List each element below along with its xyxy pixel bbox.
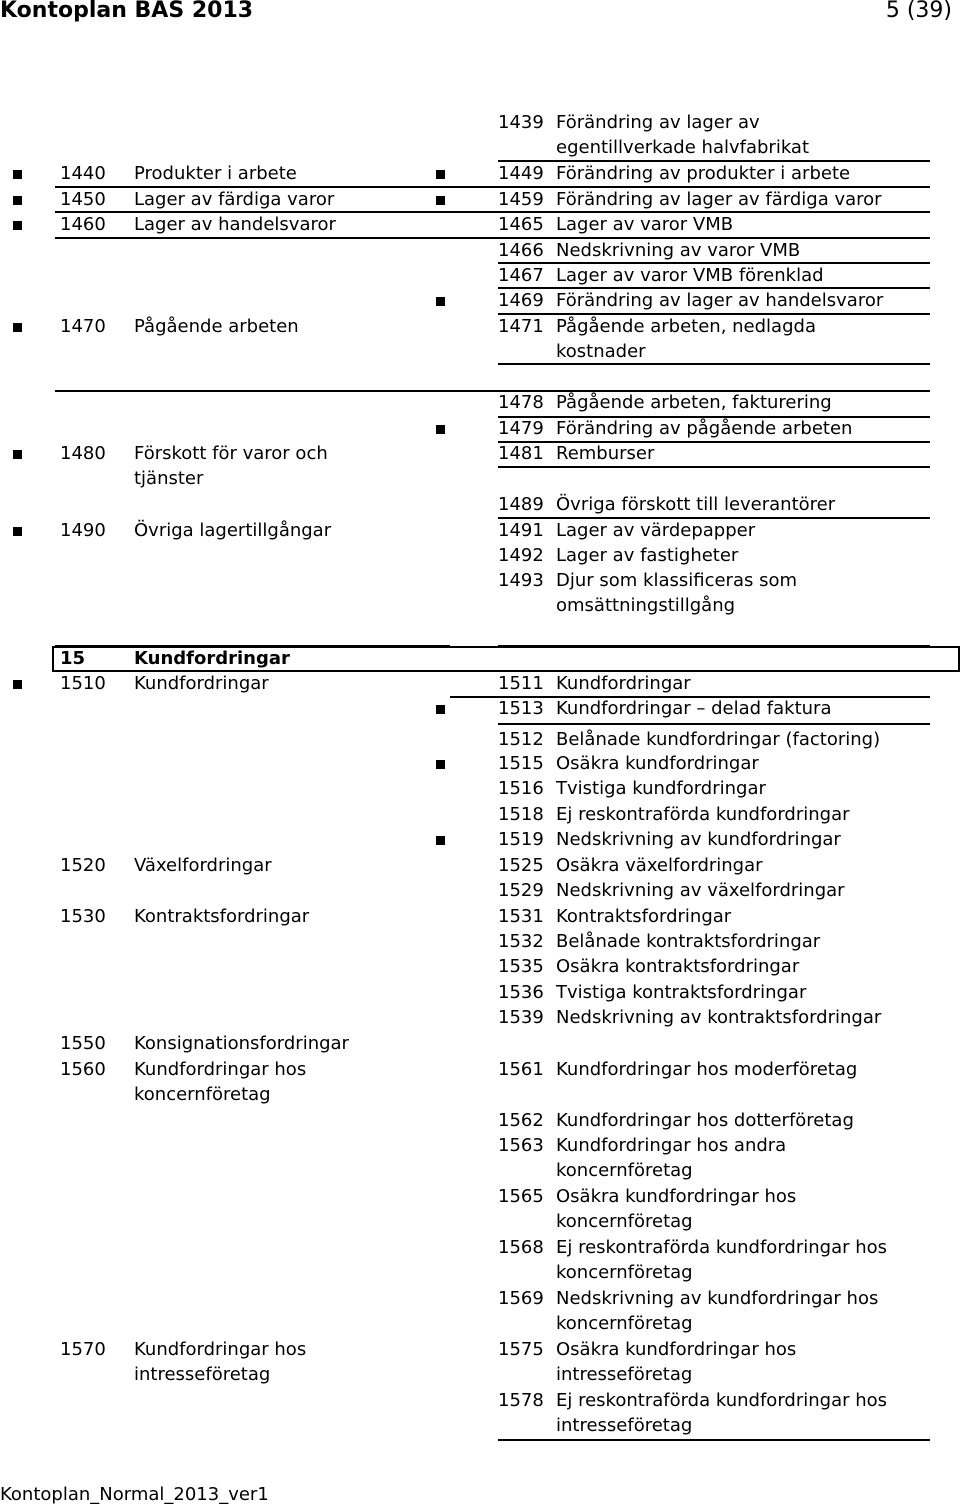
- row-divider: [498, 441, 930, 443]
- left-account-name: Växelfordringar: [134, 855, 272, 876]
- right-account-number: 1467: [498, 265, 544, 286]
- right-account-name: Tvistiga kontraktsfordringar: [556, 982, 807, 1003]
- right-account-name: Nedskrivning av kontraktsfordringar: [556, 1007, 882, 1028]
- right-account-name: Lager av värdepapper: [556, 520, 756, 541]
- right-account-name: Tvistiga kundfordringar: [556, 778, 766, 799]
- section-title: Kundfordringar: [134, 648, 290, 669]
- right-account-name: Osäkra kundfordringar hos: [556, 1186, 797, 1207]
- bullet-square-icon: [13, 450, 22, 459]
- left-account-number: 1440: [60, 163, 106, 184]
- left-account-number: 1490: [60, 520, 106, 541]
- document-title: Kontoplan BAS 2013: [0, 0, 254, 23]
- right-account-number: 1478: [498, 392, 544, 413]
- right-account-name: Remburser: [556, 443, 655, 464]
- bullet-square-icon: [436, 836, 445, 845]
- right-account-number: 1568: [498, 1237, 544, 1258]
- right-account-name-continued: koncernföretag: [556, 1313, 693, 1334]
- row-divider: [498, 287, 930, 289]
- left-account-name: Produkter i arbete: [134, 163, 297, 184]
- row-divider: [498, 262, 930, 264]
- right-account-name: Förändring av pågående arbeten: [556, 418, 853, 439]
- bullet-square-icon: [436, 297, 445, 306]
- right-account-name: Lager av fastigheter: [556, 545, 739, 566]
- row-divider: [498, 645, 930, 647]
- right-account-number: 1479: [498, 418, 544, 439]
- right-account-number: 1469: [498, 290, 544, 311]
- right-account-number: 1578: [498, 1390, 544, 1411]
- left-account-number: 1460: [60, 214, 106, 235]
- left-account-number: 1510: [60, 673, 106, 694]
- right-account-number: 1561: [498, 1059, 544, 1080]
- row-divider: [450, 696, 498, 698]
- right-account-name: Nedskrivning av varor VMB: [556, 240, 801, 261]
- bullet-square-icon: [436, 705, 445, 714]
- bullet-square-icon: [13, 221, 22, 230]
- right-account-number: 1493: [498, 570, 544, 591]
- right-account-name: Förändring av lager av färdiga varor: [556, 189, 882, 210]
- right-account-name: Ej reskontraförda kundfordringar hos: [556, 1390, 888, 1411]
- right-account-name: Övriga förskott till leverantörer: [556, 494, 836, 515]
- right-account-name-continued: egentillverkade halvfabrikat: [556, 137, 810, 158]
- left-account-number: 1560: [60, 1059, 106, 1080]
- row-divider: [498, 363, 930, 365]
- left-account-number: 1480: [60, 443, 106, 464]
- right-account-number: 1465: [498, 214, 544, 235]
- right-account-name-continued: omsättningstillgång: [556, 595, 736, 616]
- right-account-number: 1531: [498, 906, 544, 927]
- left-account-number: 1520: [60, 855, 106, 876]
- right-account-number: 1525: [498, 855, 544, 876]
- left-account-name: Konsignationsfordringar: [134, 1033, 349, 1054]
- right-account-number: 1569: [498, 1288, 544, 1309]
- left-account-number: 1550: [60, 1033, 106, 1054]
- left-account-name: Pågående arbeten: [134, 316, 299, 337]
- right-account-number: 1459: [498, 189, 544, 210]
- row-divider: [55, 237, 450, 239]
- right-account-number: 1563: [498, 1135, 544, 1156]
- right-account-number: 1466: [498, 240, 544, 261]
- right-account-name: Djur som klassificeras som: [556, 570, 798, 591]
- right-account-name: Kundfordringar – delad faktura: [556, 698, 832, 719]
- right-account-name: Osäkra kundfordringar: [556, 753, 759, 774]
- row-divider: [450, 186, 498, 188]
- right-account-number: 1489: [498, 494, 544, 515]
- left-account-number: 1570: [60, 1339, 106, 1360]
- row-divider: [55, 390, 450, 392]
- left-account-name: Kontraktsfordringar: [134, 906, 310, 927]
- right-account-name: Ej reskontraförda kundfordringar hos: [556, 1237, 888, 1258]
- right-account-number: 1492: [498, 545, 544, 566]
- row-divider: [498, 416, 930, 418]
- row-divider: [498, 211, 930, 213]
- right-account-number: 1519: [498, 829, 544, 850]
- right-account-name: Kundfordringar hos moderföretag: [556, 1059, 858, 1080]
- right-account-name: Kundfordringar: [556, 673, 691, 694]
- left-account-name: Övriga lagertillgångar: [134, 520, 332, 541]
- right-account-name: Förändring av lager av handelsvaror: [556, 290, 884, 311]
- right-account-name: Osäkra kundfordringar hos: [556, 1339, 797, 1360]
- left-account-name: Förskott för varor och: [134, 443, 328, 464]
- left-account-name: Kundfordringar: [134, 673, 269, 694]
- left-account-name: Lager av färdiga varor: [134, 189, 335, 210]
- bullet-square-icon: [13, 170, 22, 179]
- left-account-name: Kundfordringar hos: [134, 1339, 307, 1360]
- right-account-number: 1536: [498, 982, 544, 1003]
- right-account-name-continued: kostnader: [556, 341, 646, 362]
- right-account-name-continued: intresseföretag: [556, 1415, 693, 1436]
- right-account-number: 1532: [498, 931, 544, 952]
- left-account-name: Lager av handelsvaror: [134, 214, 336, 235]
- row-divider: [498, 723, 930, 725]
- right-account-name: Förändring av produkter i arbete: [556, 163, 851, 184]
- row-divider: [450, 390, 498, 392]
- bullet-square-icon: [13, 527, 22, 536]
- right-account-name: Kundfordringar hos dotterföretag: [556, 1110, 854, 1131]
- right-account-number: 1471: [498, 316, 544, 337]
- right-account-name: Osäkra växelfordringar: [556, 855, 763, 876]
- row-divider: [55, 186, 450, 188]
- row-divider: [55, 645, 450, 647]
- right-account-number: 1511: [498, 673, 544, 694]
- page-number: 5 (39): [885, 0, 952, 23]
- bullet-square-icon: [436, 196, 445, 205]
- right-account-number: 1535: [498, 956, 544, 977]
- right-account-number: 1529: [498, 880, 544, 901]
- left-account-number: 1450: [60, 189, 106, 210]
- right-account-name-continued: koncernföretag: [556, 1262, 693, 1283]
- right-account-number: 1513: [498, 698, 544, 719]
- bullet-square-icon: [436, 170, 445, 179]
- right-account-name: Pågående arbeten, fakturering: [556, 392, 832, 413]
- row-divider: [498, 160, 930, 162]
- right-account-name: Kundfordringar hos andra: [556, 1135, 787, 1156]
- right-account-name: Osäkra kontraktsfordringar: [556, 956, 800, 977]
- row-divider: [498, 466, 930, 468]
- left-account-number: 1470: [60, 316, 106, 337]
- right-account-name: Lager av varor VMB förenklad: [556, 265, 824, 286]
- bullet-square-icon: [436, 760, 445, 769]
- row-divider: [55, 211, 450, 213]
- footer-text: Kontoplan_Normal_2013_ver1: [0, 1484, 269, 1505]
- right-account-name: Nedskrivning av kundfordringar hos: [556, 1288, 879, 1309]
- right-account-number: 1449: [498, 163, 544, 184]
- bullet-square-icon: [13, 196, 22, 205]
- right-account-name-continued: intresseföretag: [556, 1364, 693, 1385]
- row-divider: [498, 1439, 930, 1441]
- right-account-name: Förändring av lager av: [556, 112, 760, 133]
- right-account-name-continued: koncernföretag: [556, 1160, 693, 1181]
- right-account-name: Nedskrivning av kundfordringar: [556, 829, 841, 850]
- right-account-number: 1516: [498, 778, 544, 799]
- right-account-number: 1518: [498, 804, 544, 825]
- right-account-name: Kontraktsfordringar: [556, 906, 732, 927]
- right-account-name: Lager av varor VMB: [556, 214, 734, 235]
- right-account-number: 1539: [498, 1007, 544, 1028]
- right-account-number: 1575: [498, 1339, 544, 1360]
- bullet-square-icon: [13, 680, 22, 689]
- left-account-name: Kundfordringar hos: [134, 1059, 307, 1080]
- right-account-number: 1481: [498, 443, 544, 464]
- right-account-name: Nedskrivning av växelfordringar: [556, 880, 845, 901]
- right-account-number: 1512: [498, 729, 544, 750]
- bullet-square-icon: [13, 323, 22, 332]
- left-account-number: 1530: [60, 906, 106, 927]
- right-account-name: Ej reskontraförda kundfordringar: [556, 804, 850, 825]
- left-account-name-continued: koncernföretag: [134, 1084, 271, 1105]
- row-divider: [498, 517, 930, 519]
- right-account-number: 1439: [498, 112, 544, 133]
- row-divider: [498, 186, 930, 188]
- row-divider: [450, 211, 498, 213]
- right-account-number: 1562: [498, 1110, 544, 1131]
- section-number: 15: [60, 648, 86, 669]
- bullet-square-icon: [436, 425, 445, 434]
- right-account-name: Belånade kundfordringar (factoring): [556, 729, 881, 750]
- row-divider: [498, 696, 930, 698]
- right-account-number: 1565: [498, 1186, 544, 1207]
- right-account-name: Pågående arbeten, nedlagda: [556, 316, 816, 337]
- row-divider: [498, 237, 930, 239]
- row-divider: [498, 390, 930, 392]
- right-account-number: 1515: [498, 753, 544, 774]
- left-account-name-continued: intresseföretag: [134, 1364, 271, 1385]
- right-account-name-continued: koncernföretag: [556, 1211, 693, 1232]
- row-divider: [498, 313, 930, 315]
- right-account-name: Belånade kontraktsfordringar: [556, 931, 821, 952]
- row-divider: [450, 237, 498, 239]
- right-account-number: 1491: [498, 520, 544, 541]
- left-account-name-continued: tjänster: [134, 468, 204, 489]
